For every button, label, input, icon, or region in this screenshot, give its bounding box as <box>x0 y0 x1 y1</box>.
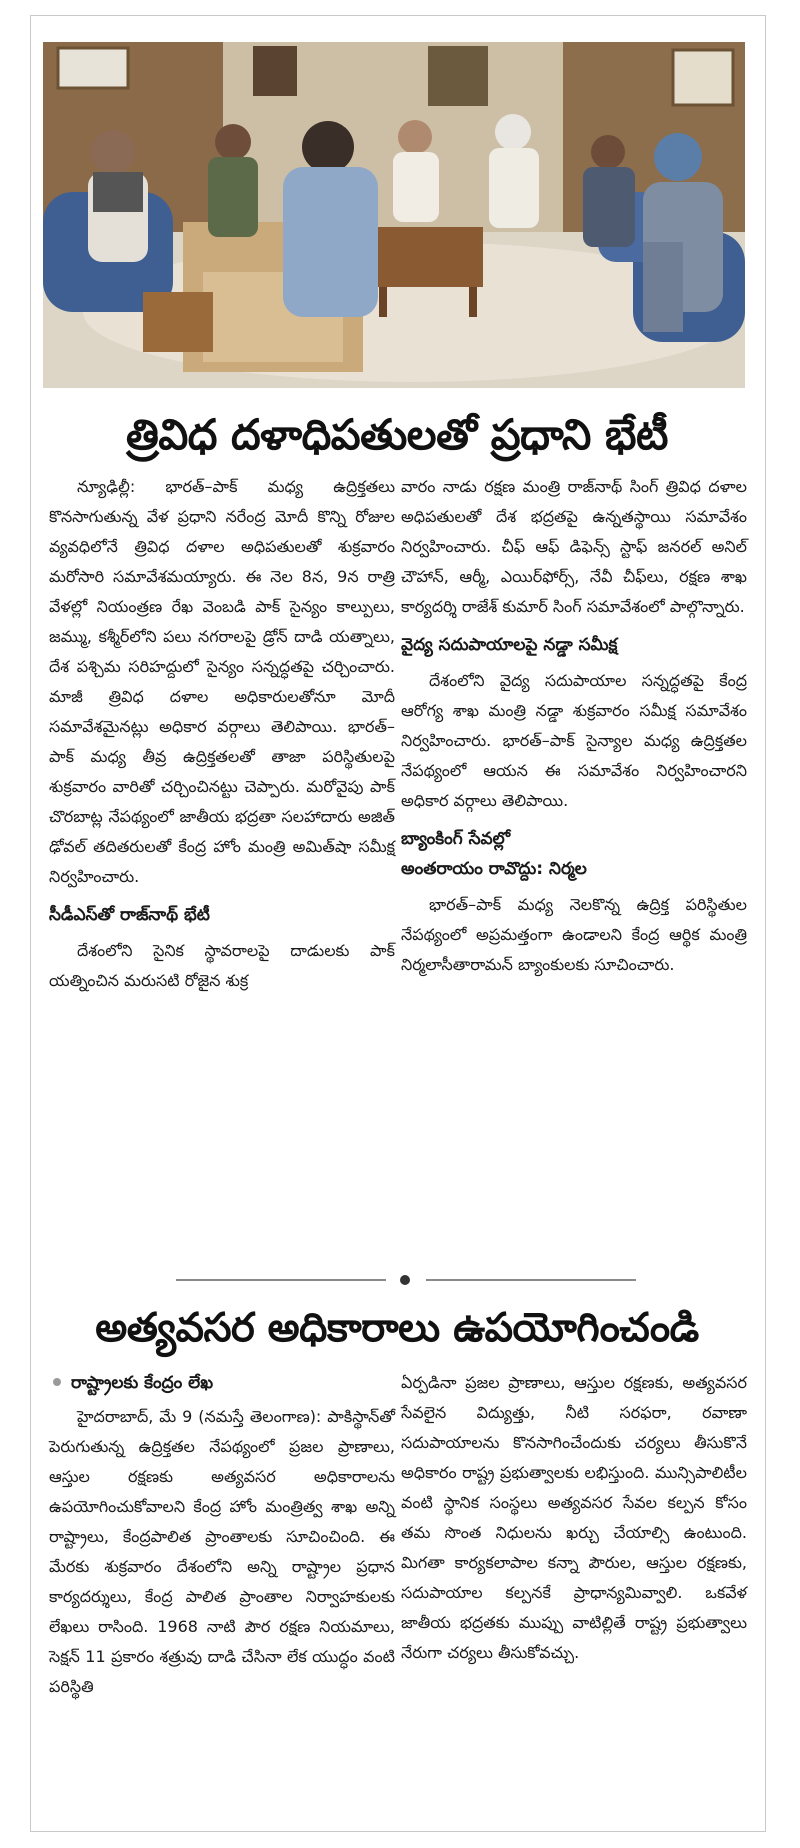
article2-headline: అత్యవసర అధికారాలు ఉపయోగించండి <box>95 1305 699 1351</box>
article2-column-1 <box>49 1368 395 1823</box>
article1-body-paragraph: దేశంలోని సైనిక స్థావరాలపై దాడులకు పాక్ యత్నించిన మరుసటి రోజైన శుక్ర <box>49 941 395 990</box>
article1-column-1 <box>49 472 395 1087</box>
meeting-photo-illustration <box>43 42 745 388</box>
article1-subheading-rajnath: సీడీఎస్‌తో రాజ్‌నాథ్ భేటీ <box>49 905 210 925</box>
article1-body-paragraph: దేశంలోని వైద్య సదుపాయాల సన్నద్ధతపై కేంద్ర ఆరోగ్య శాఖ మంత్రి నడ్డా శుక్రవారం సమీక్ష సమావేశం నిర్వహించారు. భారత్–పాక్ సైన్యాల మధ్య ఉద్రిక్తతల నేపథ్యంలో ఆయన ఈ సమావేశం నిర్వహించారని అధికార వర్గాలు తెలిపాయి. <box>401 671 747 810</box>
subheading-line: అంతరాయం రావొద్దు: నిర్మల <box>401 859 587 879</box>
article2-body-paragraph: ఏర్పడినా ప్రజల ప్రాణాలు, ఆస్తుల రక్షణకు, అత్యవసర సేవలైన విద్యుత్తు, నీటి సరఫరా, రవాణా సదుపాయాలను కొనసాగించేందుకు చర్యలు తీసుకొనే అధికారం రాష్ట్ర ప్రభుత్వాలకు లభిస్తుంది. మున్సిపాలిటీల వంటి స్థానిక సంస్థలు అత్యవసర సేవల కల్పన కోసం తమ సొంత నిధులను ఖర్చు చేయాల్సి ఉంటుంది. మిగతా కార్యకలాపాల కన్నా పౌరుల, ఆస్తుల రక్షణకు, సదుపాయాల కల్పనకే ప్రాధాన్యమివ్వాలి. ఒకవేళ జాతీయ భద్రతకు ముప్పు వాటిల్లితే రాష్ట్ర ప్రభుత్వాలు నేరుగా చర్యలు తీసుకోవచ్చు. <box>401 1373 747 1662</box>
article1-subheading-nirmala <box>401 824 747 884</box>
bullet-dot-icon <box>53 1378 61 1386</box>
divider-line <box>426 1279 636 1281</box>
bullet-heading-text: రాష్ట్రాలకు కేంద్రం లేఖ <box>71 1373 214 1393</box>
article1-body-paragraph: న్యూఢిల్లీ: భారత్–పాక్ మధ్య ఉద్రిక్తతలు కొనసాగుతున్న వేళ ప్రధాని నరేంద్ర మోదీ కొన్ని రోజుల వ్యవధిలోనే త్రివిధ దళాల అధిపతులతో శుక్రవారం మరోసారి సమావేశమయ్యారు. ఈ నెల 8న, 9న రాత్రి వేళల్లో నియంత్రణ రేఖ వెంబడి పాక్ సైన్యం కాల్పులు, జమ్ము, కశ్మీర్‌లోని పలు నగరాలపై డ్రోన్ దాడి యత్నాలు, దేశ పశ్చిమ సరిహద్దులో సైన్యం సన్నద్ధతపై చర్చించారు. మాజీ త్రివిధ దళాల అధికారులతోనూ మోదీ సమావేశమైనట్లు అధికార వర్గాలు తెలిపాయి. భారత్–పాక్ మధ్య తీవ్ర ఉద్రిక్తతలతో తాజా పరిస్థితులపై శుక్రవారం వారితో చర్చించినట్టు చెప్పారు. మరోవైపు పాక్ చొరబాట్ల నేపథ్యంలో జాతీయ భద్రతా సలహాదారు అజిత్ ఢోవల్ తదితరులతో కేంద్ర హోం మంత్రి అమిత్‌షా సమీక్ష నిర్వహించారు. <box>49 477 395 886</box>
article1-subheading-nadda: వైద్య సదుపాయాలపై నడ్డా సమీక్ష <box>401 635 618 655</box>
subheading-line: బ్యాంకింగ్ సేవల్లో <box>401 829 511 849</box>
article1-body-paragraph: వారం నాడు రక్షణ మంత్రి రాజ్‌నాథ్ సింగ్ త్రివిధ దళాల అధిపతులతో దేశ భద్రతపై ఉన్నతస్థాయి సమావేశం నిర్వహించారు. చీఫ్ ఆఫ్ డిఫెన్స్ స్టాఫ్ జనరల్ అనిల్ చౌహాన్, ఆర్మీ, ఎయిర్‌ఫోర్స్, నేవీ చీఫ్‌లు, రక్షణ శాఖ కార్యదర్శి రాజేశ్ కుమార్ సింగ్ సమావేశంలో పాల్గొన్నారు. <box>401 477 747 616</box>
divider-line <box>176 1279 386 1281</box>
section-divider <box>176 1274 636 1286</box>
divider-dot-icon <box>400 1275 410 1285</box>
article1-body-paragraph: భారత్–పాక్ మధ్య నెలకొన్న ఉద్రిక్త పరిస్థితుల నేపథ్యంలో అప్రమత్తంగా ఉండాలని కేంద్ర ఆర్థిక మంత్రి నిర్మలాసీతారామన్ బ్యాంకులకు సూచించారు. <box>401 895 747 974</box>
meeting-photo <box>43 42 745 388</box>
article1-column-2 <box>401 472 747 1242</box>
article2-column-2 <box>401 1368 747 1823</box>
article2-bullet-heading <box>49 1368 395 1398</box>
article2-body-paragraph: హైదరాబాద్, మే 9 (నమస్తే తెలంగాణ): పాకిస్థాన్‌తో పెరుగుతున్న ఉద్రిక్తతల నేపథ్యంలో ప్రజల ప్రాణాలు, ఆస్తుల రక్షణకు అత్యవసర అధికారాలను ఉపయోగించుకోవాలని కేంద్ర హోం మంత్రిత్వ శాఖ అన్ని రాష్ట్రాలు, కేంద్రపాలిత ప్రాంతాలకు సూచించింది. ఈ మేరకు శుక్రవారం దేశంలోని అన్ని రాష్ట్రాల ప్రధాన కార్యదర్శులు, కేంద్ర పాలిత ప్రాంతాల నిర్వాహకులకు లేఖలు రాసింది. 1968 నాటి పౌర రక్షణ నియమాలు, సెక్షన్ 11 ప్రకారం శత్రువు దాడి చేసినా లేక యుద్ధం వంటి పరిస్థితి <box>49 1407 395 1696</box>
newspaper-clipping <box>30 15 766 1832</box>
article1-headline: త్రివిధ దళాధిపతులతో ప్రధాని భేటీ <box>126 410 668 459</box>
